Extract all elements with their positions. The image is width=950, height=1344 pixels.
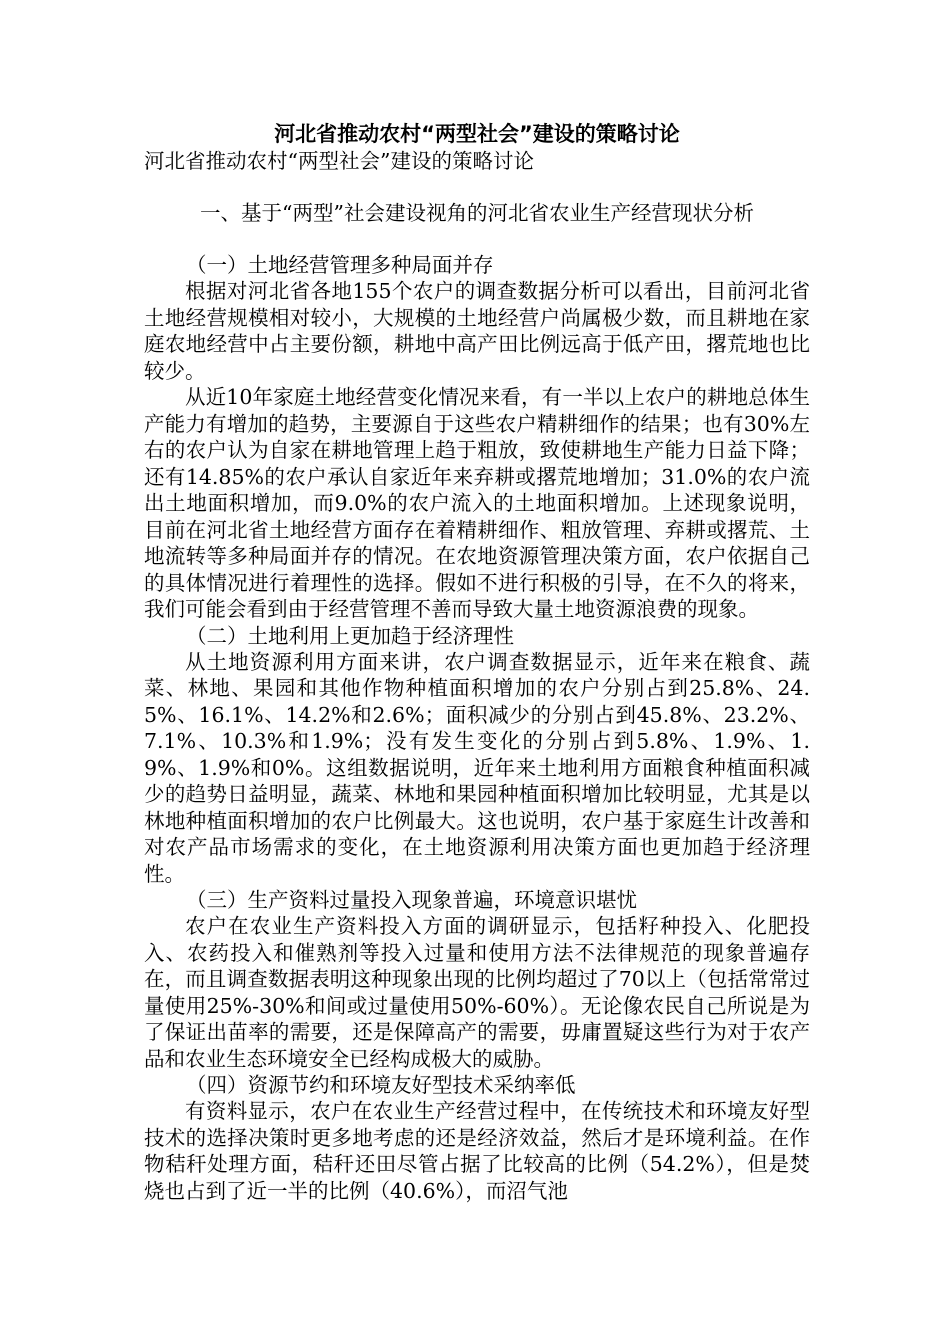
subsection-heading-1: （一）土地经营管理多种局面并存 [186,253,494,277]
paragraph: 根据对河北省各地155个农户的调查数据分析可以看出，目前河北省土地经营规模相对较小，大规模的土地经营户尚属极少数，而且耕地在家庭农地经营中占主要份额，耕地中高产田比例远高于低产田，撂荒地也比较少。 [144,279,810,383]
subsection-heading-4: （四）资源节约和环境友好型技术采纳率低 [186,1073,576,1097]
paragraph: 有资料显示，农户在农业生产经营过程中，在传统技术和环境友好型技术的选择决策时更多地考虑的还是经济效益，然后才是环境利益。在作物秸秆处理方面，秸秆还田尽管占据了比较高的比例（54.2%），但是焚烧也占到了近一半的比例（40.6%），而沼气池 [144,1099,810,1203]
blank-line [144,174,810,200]
subsection-heading-2: （二）土地利用上更加趋于经济理性 [186,623,514,648]
paragraph: 从土地资源利用方面来讲，农户调查数据显示，近年来在粮食、蔬菜、林地、果园和其他作物种植面积增加的农户分别占到25.8%、24.5%、16.1%、14.2%和2.6%；面积减少的分别占到45.8%、23.2%、7.1%、10.3%和1.9%；没有发生变化的分别占到5.8%、1.9%、1.9%、1.9%和0%。这组数据说明，近年来土地利用方面粮食种植面积减少的趋势日益明显，蔬菜、林地和果园种植面积增加比较明显，尤其是以林地种植面积增加的农户比例最大。这也说明，农户基于家庭生计改善和对农产品市场需求的变化，在土地资源利用决策方面也更加趋于经济理性。 [144,649,810,886]
document-page [144,120,810,1204]
document-title: 河北省推动农村“两型社会”建设的策略讨论 [274,122,680,146]
document-subtitle: 河北省推动农村“两型社会”建设的策略讨论 [144,149,534,173]
paragraph: 农户在农业生产资料投入方面的调研显示，包括籽种投入、化肥投入、农药投入和催熟剂等投入过量和使用方法不法律规范的现象普遍存在，而且调查数据表明这种现象出现的比例均超过了70以上（包括常常过量使用25%-30%和间或过量使用50%-60%）。无论像农民自己所说是为了保证出苗率的需要，还是保障高产的需要，毋庸置疑这些行为对于农产品和农业生态环境安全已经构成极大的威胁。 [144,914,810,1071]
section-heading: 一、基于“两型”社会建设视角的河北省农业生产经营现状分析 [200,201,754,225]
paragraph: 从近10年家庭土地经营变化情况来看，有一半以上农户的耕地总体生产能力有增加的趋势，主要源自于这些农户精耕细作的结果；也有30%左右的农户认为自家在耕地管理上趋于粗放，致使耕地生产能力日益下降；还有14.85%的农户承认自家近年来弃耕或撂荒地增加；31.0%的农户流出土地面积增加，而9.0%的农户流入的土地面积增加。上述现象说明，目前在河北省土地经营方面存在着精耕细作、粗放管理、弃耕或撂荒、土地流转等多种局面并存的情况。在农地资源管理决策方面，农户依据自己的具体情况进行着理性的选择。假如不进行积极的引导，在不久的将来，我们可能会看到由于经营管理不善而导致大量土地资源浪费的现象。 [144,385,810,621]
blank-line [144,226,810,252]
subsection-heading-3: （三）生产资料过量投入现象普遍，环境意识堪忧 [186,888,637,912]
